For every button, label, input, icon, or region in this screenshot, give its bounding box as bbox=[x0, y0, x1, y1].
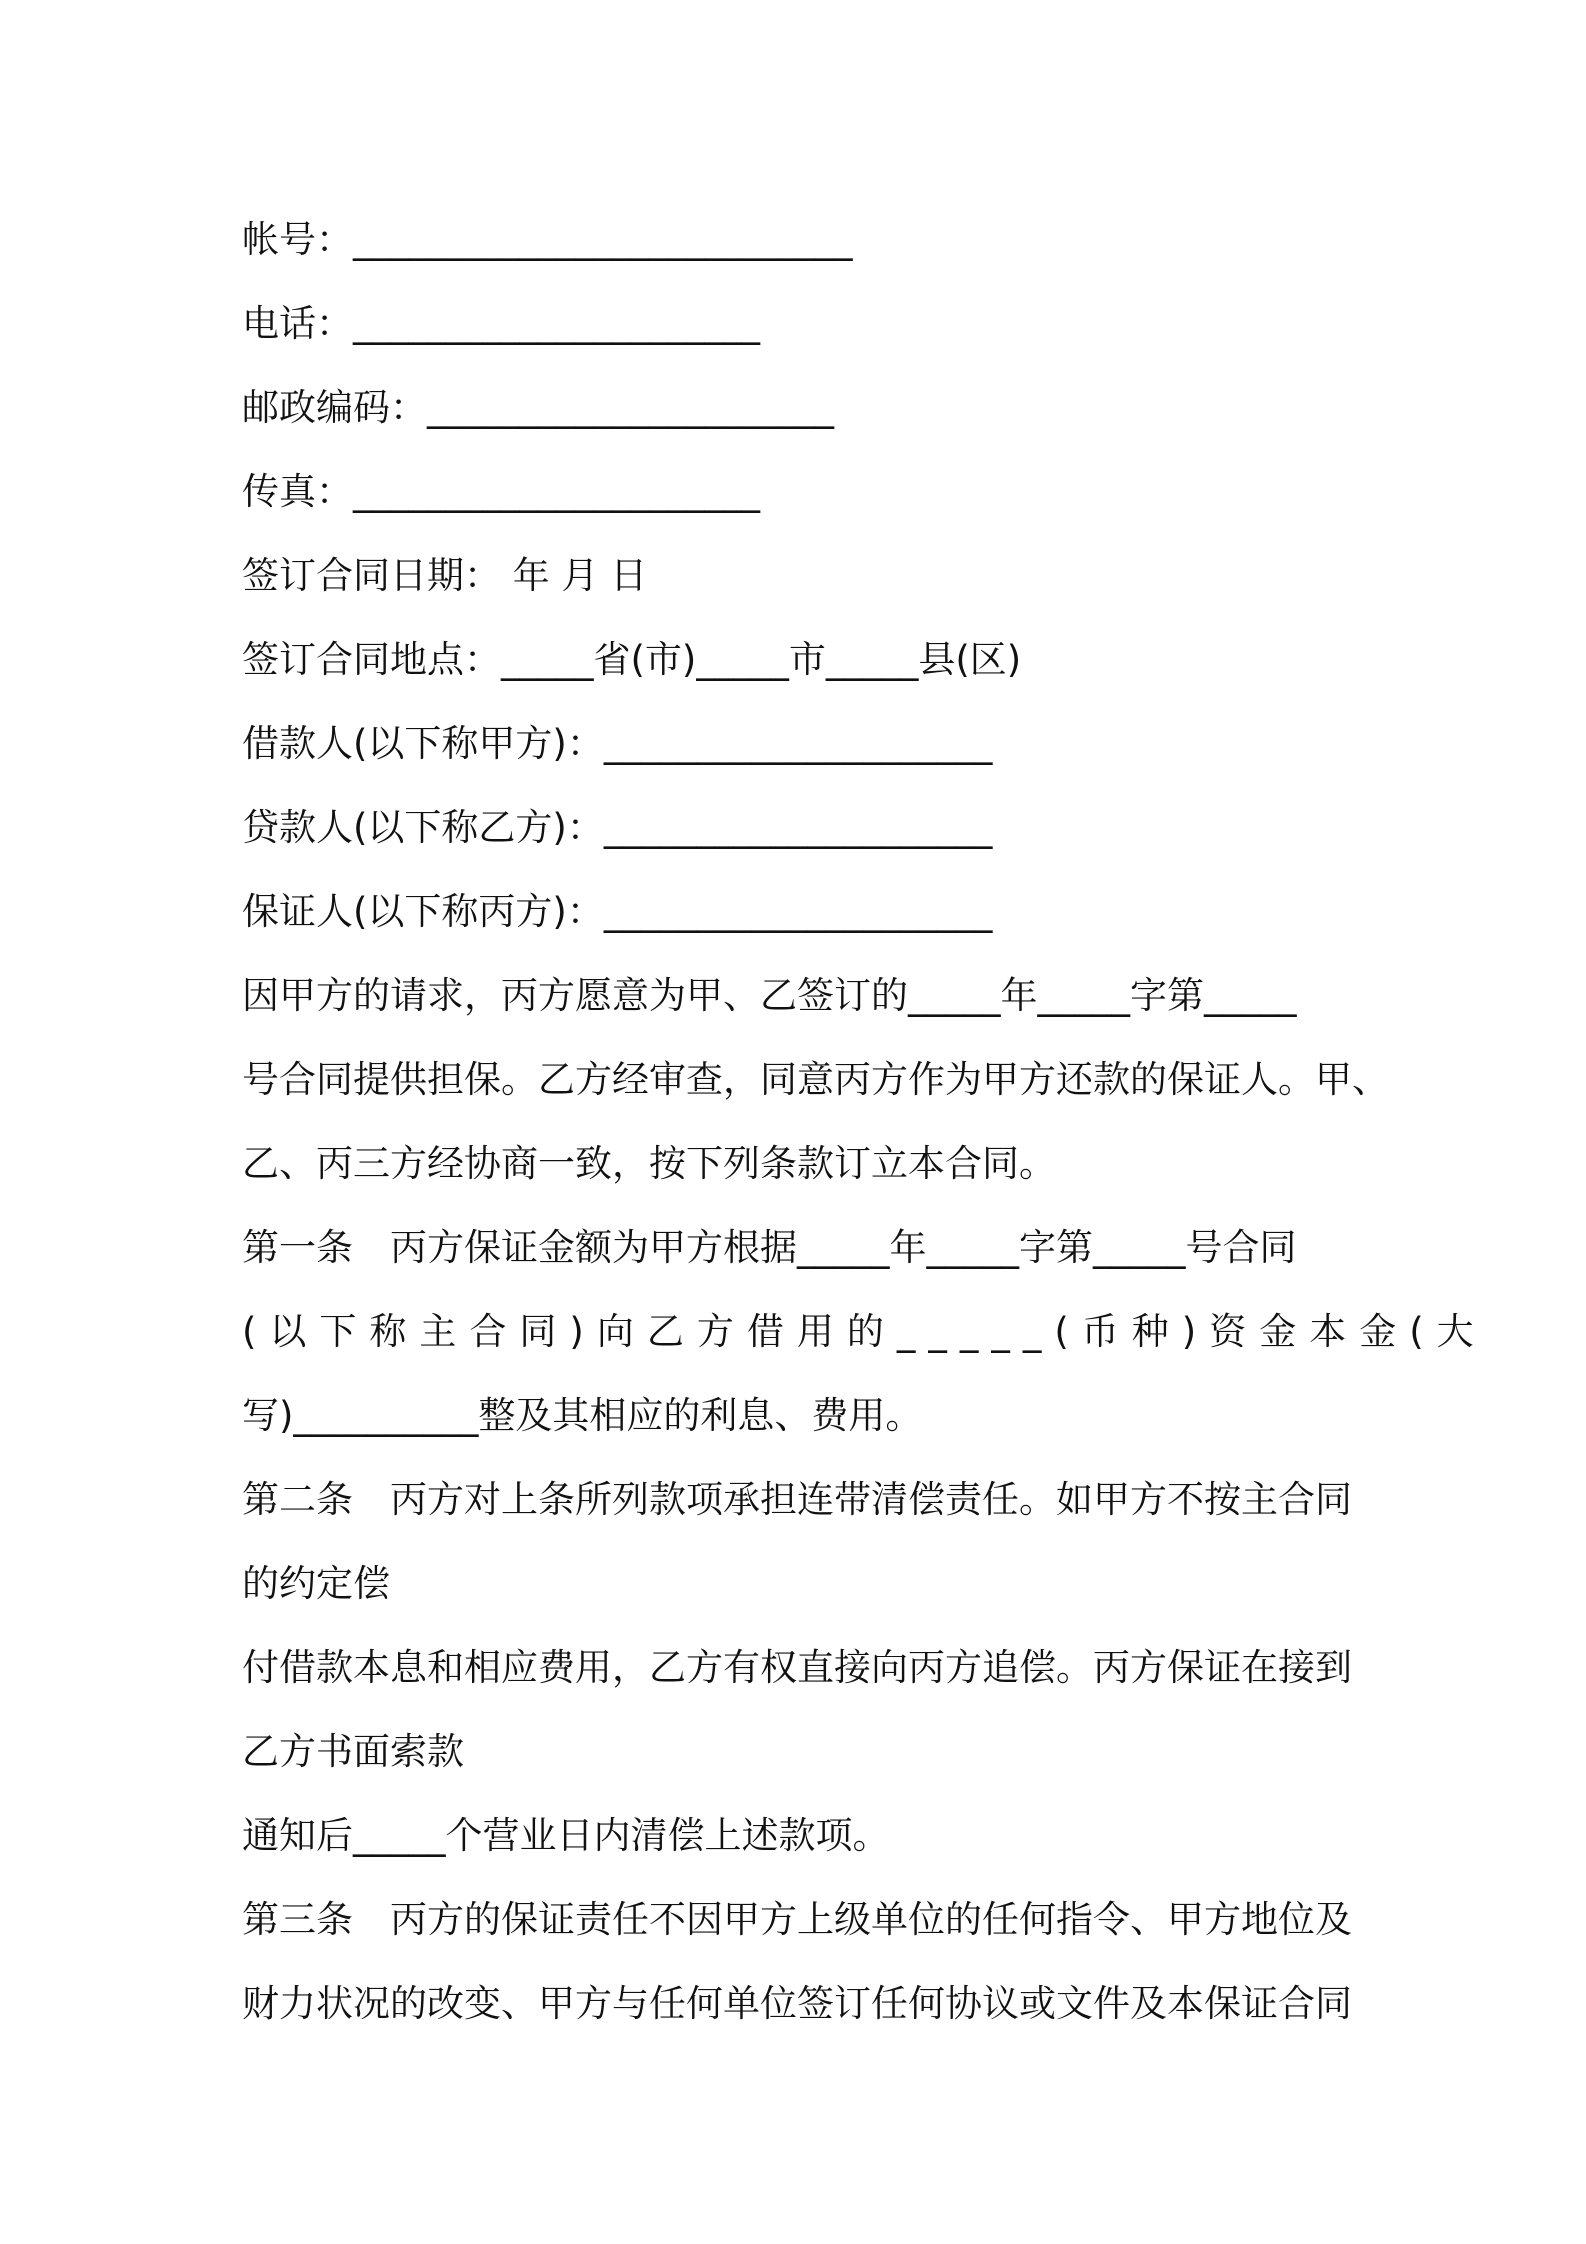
borrower-line: 借款人(以下称甲方)：_____________________ bbox=[242, 722, 993, 765]
postal-code-line: 邮政编码：______________________ bbox=[242, 386, 834, 429]
article-2-line-2: 的约定偿 bbox=[242, 1562, 390, 1605]
intro-paragraph-line-3: 乙、丙三方经协商一致，按下列条款订立本合同。 bbox=[242, 1142, 1056, 1185]
account-number-line: 帐号：___________________________ bbox=[242, 218, 853, 261]
contract-date-line: 签订合同日期： 年 月 日 bbox=[242, 554, 648, 597]
article-2-line-5: 通知后_____个营业日内清偿上述款项。 bbox=[242, 1814, 890, 1857]
lender-line: 贷款人(以下称乙方)：_____________________ bbox=[242, 806, 993, 849]
article-1-line-2: (以下称主合同)向乙方借用的_____(币种)资金本金(大 bbox=[242, 1310, 1487, 1353]
article-1-line-1: 第一条 丙方保证金额为甲方根据_____年_____字第_____号合同 bbox=[242, 1226, 1297, 1269]
article-1-line-3: 写)__________整及其相应的利息、费用。 bbox=[242, 1394, 923, 1437]
article-3-line-1: 第三条 丙方的保证责任不因甲方上级单位的任何指令、甲方地位及 bbox=[242, 1898, 1352, 1941]
fax-line: 传真：______________________ bbox=[242, 470, 760, 513]
article-3-line-2: 财力状况的改变、甲方与任何单位签订任何协议或文件及本保证合同 bbox=[242, 1982, 1352, 2025]
article-2-line-1: 第二条 丙方对上条所列款项承担连带清偿责任。如甲方不按主合同 bbox=[242, 1478, 1352, 1521]
intro-paragraph-line-1: 因甲方的请求，丙方愿意为甲、乙签订的_____年_____字第_____ bbox=[242, 974, 1297, 1017]
article-2-line-4: 乙方书面索款 bbox=[242, 1730, 464, 1773]
phone-line: 电话：______________________ bbox=[242, 302, 760, 345]
contract-place-line: 签订合同地点：_____省(市)_____市_____县(区) bbox=[242, 638, 1022, 681]
document-body bbox=[242, 198, 1487, 2046]
guarantor-line: 保证人(以下称丙方)：_____________________ bbox=[242, 890, 993, 933]
article-2-line-3: 付借款本息和相应费用，乙方有权直接向丙方追偿。丙方保证在接到 bbox=[242, 1646, 1352, 1689]
intro-paragraph-line-2: 号合同提供担保。乙方经审查，同意丙方作为甲方还款的保证人。甲、 bbox=[242, 1058, 1389, 1101]
